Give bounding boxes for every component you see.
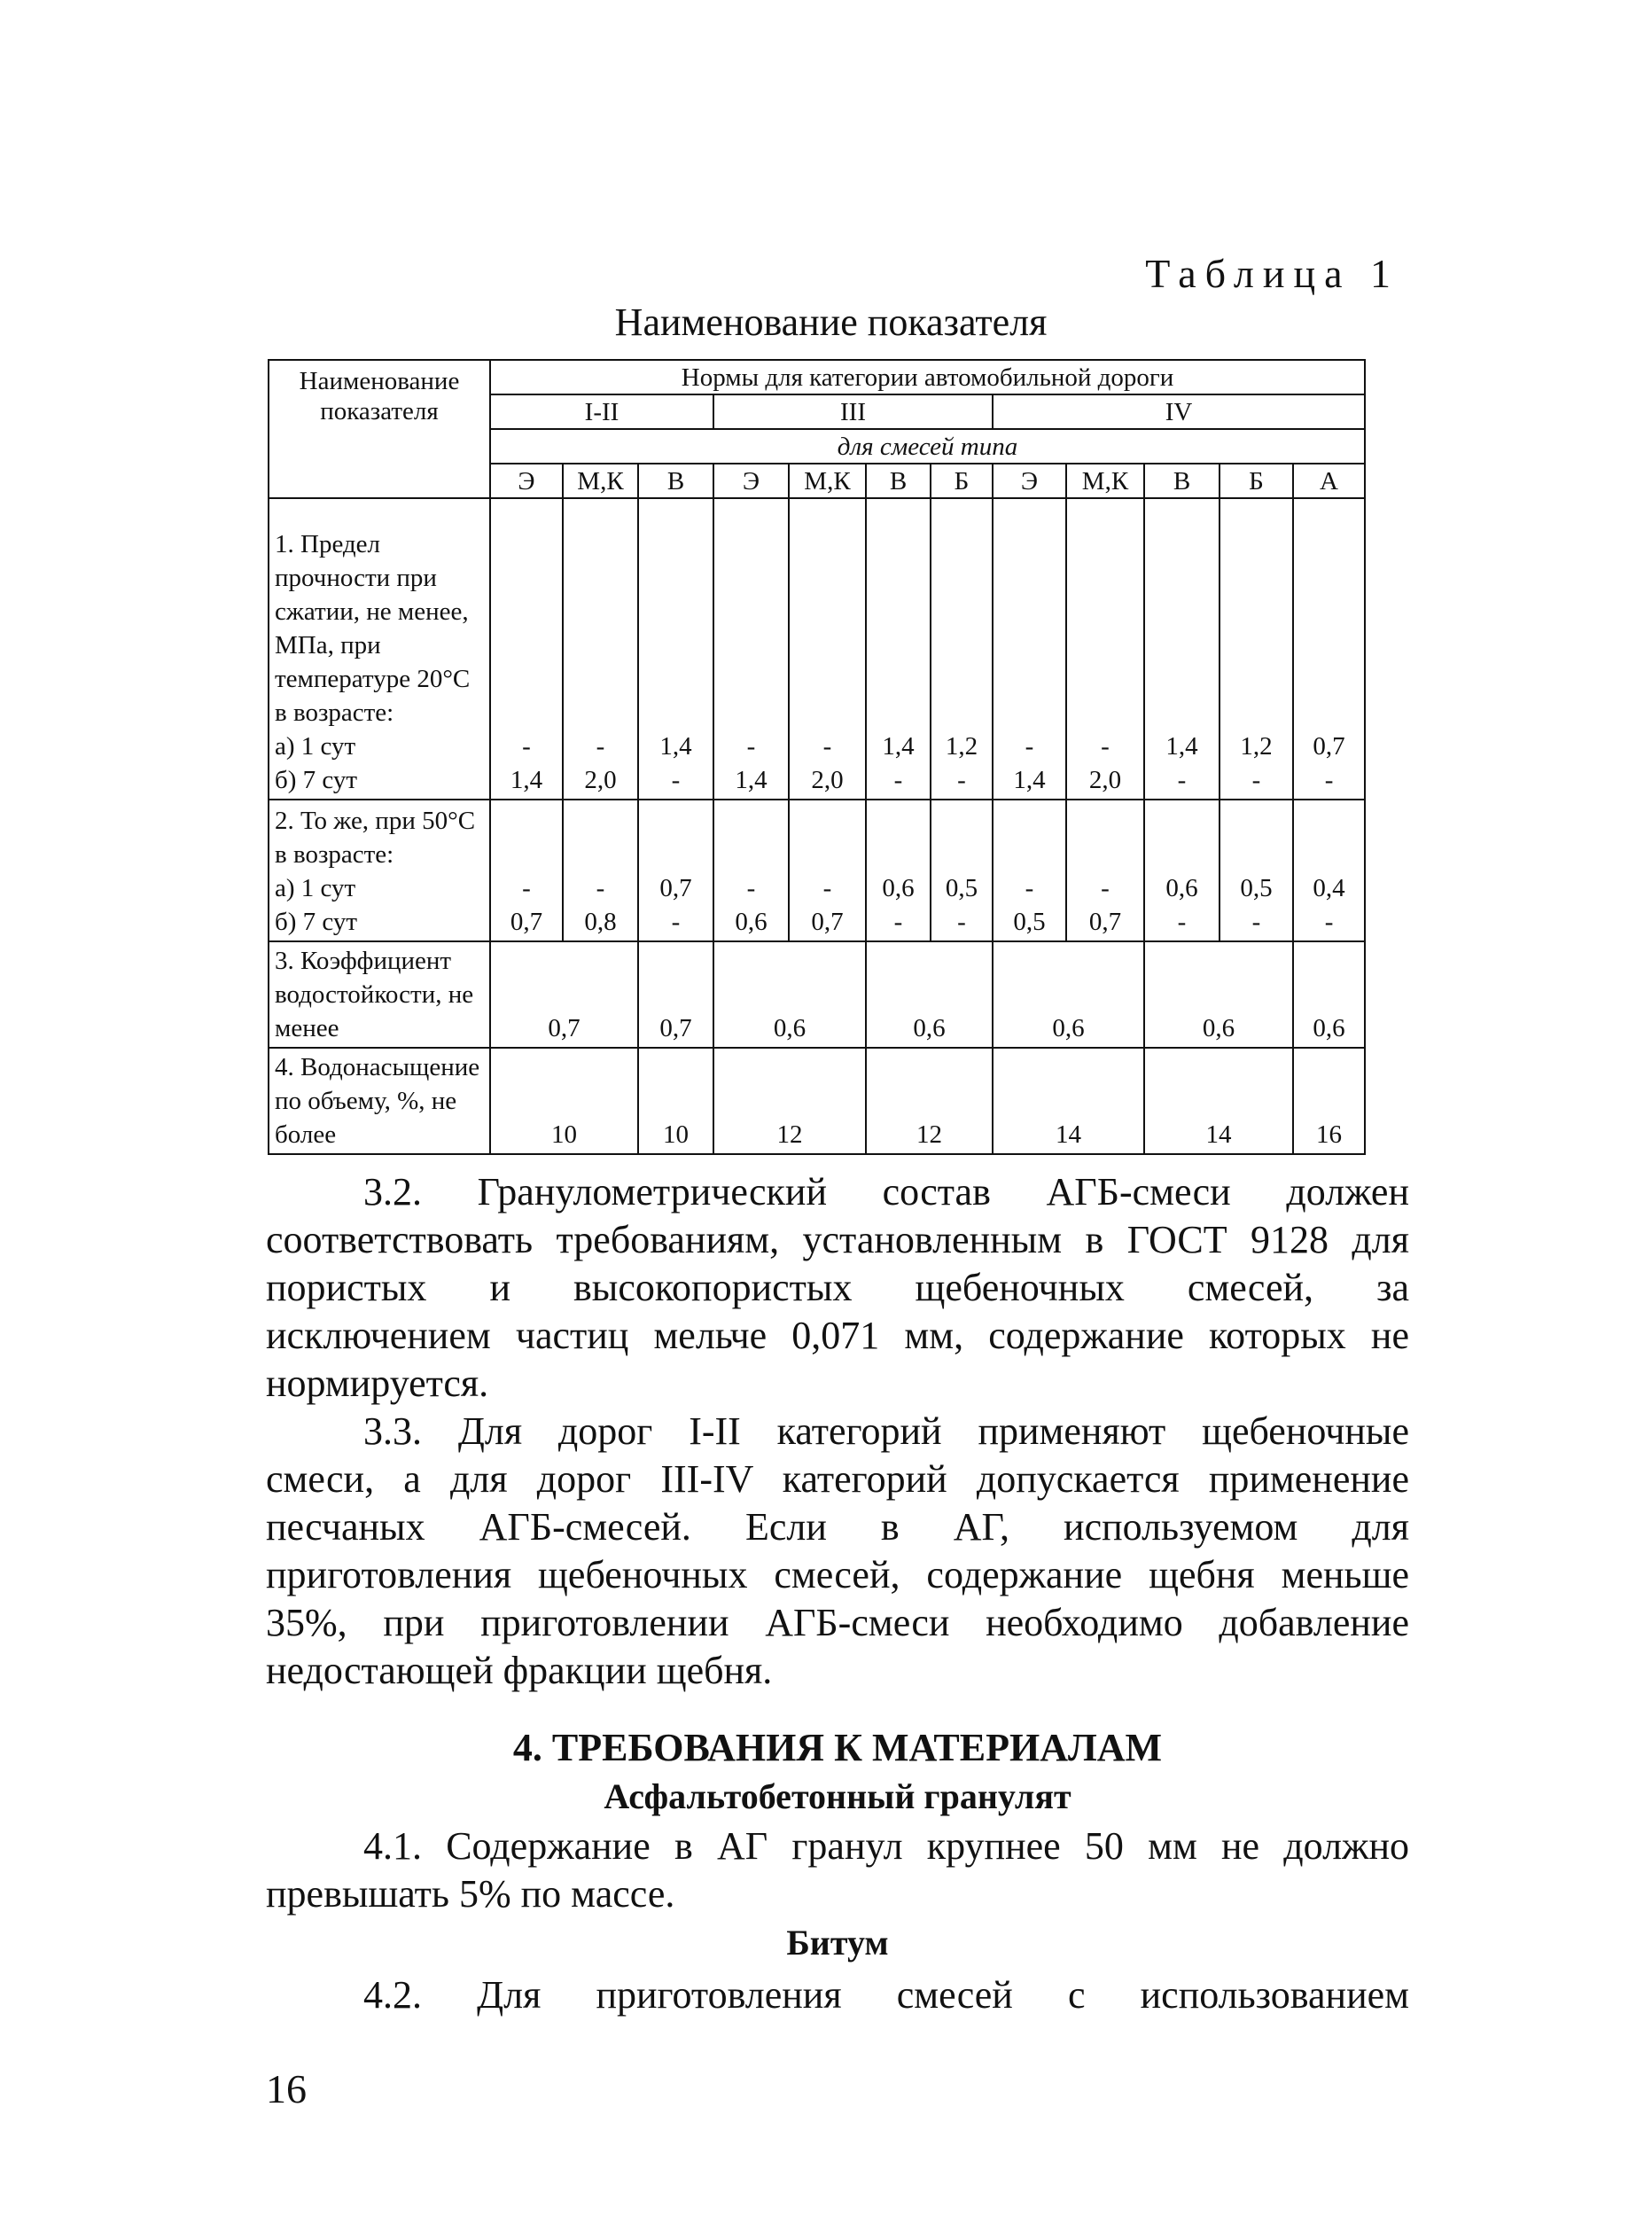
page-number: 16 [266,2066,307,2111]
table-label: Таблица 1 [1145,251,1399,296]
mix-type-cell: Э [490,464,563,498]
value-cell: - 1,4 [713,498,789,800]
row-sub-b: б) 7 сут [275,766,358,794]
value-cell: - 0,7 [490,800,563,941]
value-cell: 0,5 - [931,800,993,941]
mix-type-cell: В [638,464,713,498]
mix-type-header: для смесей типа [490,429,1365,464]
subsection-bitumen: Битум [786,1923,889,1963]
mix-type-cell: А [1293,464,1365,498]
name-header: Наименование показателя [269,360,490,498]
category-header: IV [993,394,1365,429]
row-name-text: 2. То же, при 50°С в возрасте: [275,807,476,869]
value-cell: 1,4 - [1144,498,1220,800]
value-cell: 10 [638,1048,713,1154]
value-cell: 0,7 [638,941,713,1048]
value-cell: 14 [993,1048,1144,1154]
mix-type-cell: М,К [563,464,638,498]
category-header: III [713,394,993,429]
table-title: Наименование показателя [614,300,1048,344]
mix-type-cell: Э [993,464,1066,498]
value-cell: 1,4 - [638,498,713,800]
mix-type-cell: Э [713,464,789,498]
value-cell: 12 [866,1048,993,1154]
table-row [269,498,1365,800]
value-cell: 0,4 - [1293,800,1365,941]
norms-header: Нормы для категории автомобильной дороги [490,360,1365,394]
value-cell: - 0,8 [563,800,638,941]
value-cell: - 2,0 [1066,498,1144,800]
paragraph-4-1: 4.1. Содержание в АГ гранул крупнее 50 мм не должно превышать 5% по массе. [266,1824,1409,1916]
value-cell: - 0,7 [1066,800,1144,941]
value-cell: - 2,0 [789,498,866,800]
value-cell: - 1,4 [993,498,1066,800]
row-name [269,800,490,941]
section-4-title: 4. ТРЕБОВАНИЯ К МАТЕРИАЛАМ [512,1726,1163,1769]
value-cell: 0,6 - [866,800,931,941]
value-cell: 0,6 [1144,941,1293,1048]
value-cell: 10 [490,1048,638,1154]
paragraph-3-3: 3.3. Для дорог I-II категорий применяют щебеночные смеси, а для дорог III-IV категорий допускается применение песчаных АГБ-смесей. Если в АГ, используемом для приготовления щебеночных смесей, содержание щебня меньше 35%, при приготовлении АГБ-смеси необходимо добавление недостающей фракции щебня. [266,1409,1409,1692]
value-cell: 0,7 - [638,800,713,941]
row-name: 3. Коэффициент водостойкости, не менее [269,941,490,1048]
value-cell: - 0,5 [993,800,1066,941]
value-cell: 1,4 - [866,498,931,800]
mix-type-cell: Б [1220,464,1293,498]
mix-type-cell: В [1144,464,1220,498]
value-cell: 1,2 - [1220,498,1293,800]
row-sub-b: б) 7 сут [275,908,358,936]
table-row [269,941,1365,1048]
row-name: 4. Водонасыщение по объему, %, не более [269,1048,490,1154]
table-row [269,1048,1365,1154]
value-cell: 0,7 [490,941,638,1048]
value-cell: 0,6 [1293,941,1365,1048]
value-cell: 0,6 [993,941,1144,1048]
paragraph-4-2: 4.2. Для приготовления смесей с использованием [363,1973,1409,2017]
value-cell: 14 [1144,1048,1293,1154]
value-cell: 0,6 - [1144,800,1220,941]
row-name [269,498,490,800]
value-cell: 0,6 [713,941,866,1048]
category-header: I-II [490,394,713,429]
value-cell: 0,7 - [1293,498,1365,800]
value-cell: 1,2 - [931,498,993,800]
norms-table [268,359,1366,1155]
value-cell: - 0,6 [713,800,789,941]
mix-type-cell: М,К [789,464,866,498]
mix-type-cell: В [866,464,931,498]
value-cell: - 2,0 [563,498,638,800]
row-sub-a: а) 1 сут [275,732,356,761]
value-cell: - 1,4 [490,498,563,800]
value-cell: 16 [1293,1048,1365,1154]
row-name-text: 1. Предел прочности при сжатии, не менее, МПа, при температуре 20°С в возрасте: [275,530,471,727]
value-cell: 0,6 [866,941,993,1048]
row-sub-a: а) 1 сут [275,874,356,902]
value-cell: 0,5 - [1220,800,1293,941]
value-cell: 12 [713,1048,866,1154]
table-row [269,800,1365,941]
mix-type-cell: Б [931,464,993,498]
paragraph-3-2: 3.2. Гранулометрический состав АГБ-смеси должен соответствовать требованиям, установленным в ГОСТ 9128 для пористых и высокопористых щебеночных смесей, за исключением частиц мельче 0,071 мм, содержание которых не нормируется. [266,1170,1409,1405]
subsection-granulate: Асфальтобетонный гранулят [604,1776,1071,1816]
value-cell: - 0,7 [789,800,866,941]
mix-type-cell: М,К [1066,464,1144,498]
